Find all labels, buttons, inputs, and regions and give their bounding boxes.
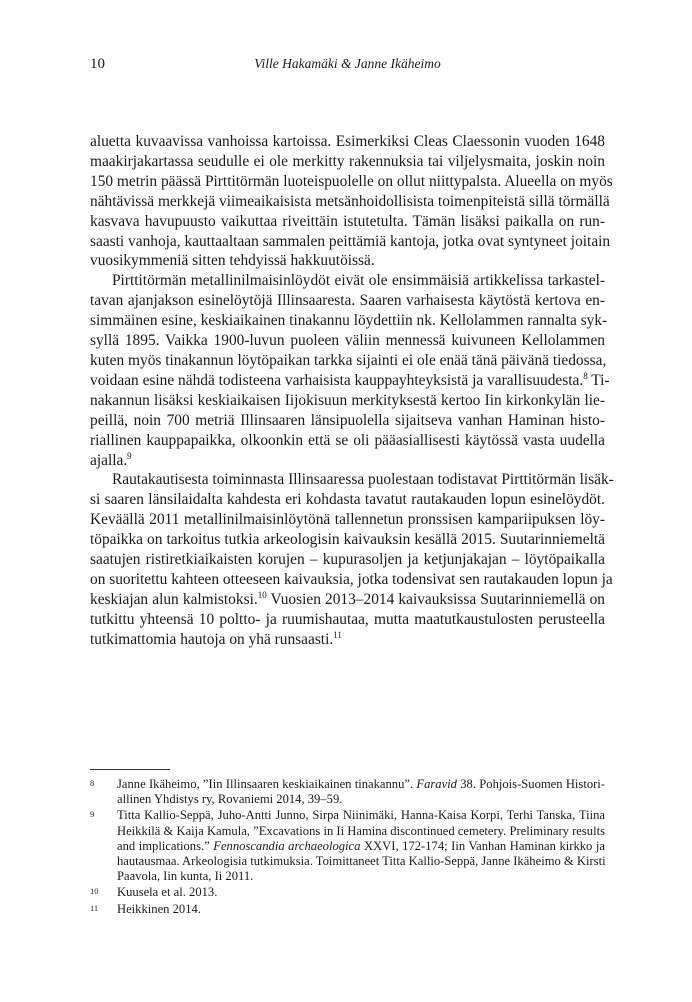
footnote-line	[117, 839, 605, 854]
text-line: simmäinen esine, keskiaikainen tinakannu löydettiin nk. Kellolammen rannalta syk-	[90, 312, 608, 330]
footnote-line: Heikkilä & Kaija Kamula, ”Excavations in Ii Hamina discontinued cemetery. Preliminary results	[117, 823, 605, 838]
footnote-line: Heikkinen 2014.	[117, 901, 201, 916]
text-line	[90, 630, 605, 650]
text-line: Keväällä 2011 metallinilmaisinlöytönä tallennetun pronssisen kampariipuksen löy-	[90, 511, 605, 529]
text-line: vuosikymmeniä sitten tehdyissä hakkuutöissä.	[90, 252, 375, 270]
text-line: aluetta kuvaavissa vanhoissa kartoissa. Esimerkiksi Cleas Claessonin vuoden 1648	[90, 133, 605, 150]
text-line: tutkittu yhteensä 10 poltto- ja ruumishautaa, mutta maatutkaustulosten perusteella	[90, 610, 605, 628]
text-line: riallinen kauppapaikka, olkoonkin että se oli pääasiallisesti käytössä vasta uudella	[90, 431, 605, 449]
text-line: syllä 1895. Vaikka 1900-luvun puoleen väliin mennessä kuivuneen Kellolammen	[90, 332, 605, 350]
footnote-8	[90, 777, 605, 807]
footnote-10	[90, 885, 605, 900]
footnote-number: 11	[90, 902, 99, 913]
footnote-line: hautausmaa. Arkeologisia tutkimuksia. Toimittaneet Titta Kallio-Seppä, Janne Ikäheimo & Kirsti	[117, 854, 606, 869]
footnote-line: Paavola, Iin kunta, Ii 2011.	[117, 869, 254, 884]
text-segment: and implications.”	[117, 838, 214, 853]
footnote-divider	[90, 769, 170, 770]
text-line: kasvava havupuusto vaikuttaa riveittäin istutetulta. Tämän lisäksi paikalla on run-	[90, 212, 605, 230]
footnote-11	[90, 902, 605, 917]
text-line: maakirjakartassa seudulle ei ole merkitty rakennuksia tai viljelysmaita, joskin noin	[90, 152, 605, 170]
text-segment: voidaan esine nähdä todisteena varhaisista kauppayhteyksistä ja varallisuudesta.	[90, 371, 584, 389]
text-line: on suoritettu kahteen otteeseen kaivauksia, jotka todensivat sen rautakauden lopun ja	[90, 570, 613, 588]
page-number: 10	[90, 56, 105, 72]
text-line: kuten myös tinakannun löytöpaikan tarkka sijainti ei ole enää tänä päivänä tiedossa,	[90, 351, 607, 369]
text-line: nakannun lisäksi keskiaikaisen Iijokisuun merkityksestä kertoo Iin kirkonkylän lie-	[90, 391, 605, 409]
body-text	[90, 132, 614, 650]
text-segment: tutkimattomia hautoja on yhä runsaasti.	[90, 630, 334, 648]
text-line: nähtävissä merkkejä viimeaikaisista metsänhoidollisista toimenpiteistä sillä törmällä	[90, 192, 610, 210]
text-line	[90, 590, 605, 610]
text-segment: XXVI, 172-174; Iin Vanhan Haminan kirkko ja	[360, 838, 605, 853]
text-line: peillä, noin 700 metriä Illinsaaren länsipuolella sijaitseva vanhan Haminan histo-	[90, 411, 605, 429]
footnote-ref-10[interactable]: 10	[257, 589, 267, 600]
footnote-ref-9[interactable]: 9	[127, 450, 132, 461]
page-header	[90, 56, 605, 74]
text-segment: keskiajan alun kalmistoksi.	[90, 590, 258, 608]
text-segment: Ti-	[587, 371, 610, 389]
footnote-line	[117, 777, 605, 792]
paragraph-1	[90, 132, 613, 271]
footnote-number: 10	[90, 886, 99, 897]
text-line: Rautakautisesta toiminnasta Illinsaaressa puolestaan todistavat Pirttitörmän lisäk-	[112, 471, 614, 489]
footnote-number: 8	[90, 778, 95, 788]
footnote-9	[90, 808, 605, 884]
footnotes	[90, 777, 605, 917]
text-segment: Janne Ikäheimo, ”Iin Illinsaaren keskiaikainen tinakannu”.	[117, 777, 417, 791]
footnote-line: Titta Kallio-Seppä, Juho-Antti Junno, Sirpa Niinimäki, Hanna-Kaisa Korpi, Terhi Tanska, Tiina	[117, 808, 605, 823]
text-line: 150 metrin päässä Pirttitörmän luoteispuolelle on ollut niittypalsta. Alueella on myös	[90, 172, 613, 190]
footnote-line: allinen Yhdistys ry, Rovaniemi 2014, 39–59.	[117, 792, 343, 807]
text-line: töpaikka on tarkoitus tutkia arkeologisin kaivauksin kesällä 2015. Suutarinniemeltä	[90, 531, 605, 549]
journal-title: Fennoscandia archaeologica	[213, 838, 361, 853]
text-line	[90, 370, 610, 391]
text-line: Pirttitörmän metallinilmaisinlöydöt eivät ole ensimmäisiä artikkelissa tarkastel-	[112, 272, 605, 290]
paragraph-2	[90, 271, 610, 470]
footnote-number: 9	[90, 809, 95, 820]
text-line: saatujen ristiretkiaikaisten korujen – kupurasoljen ja ketjunjakajan – löytöpaikalla	[90, 551, 605, 569]
paragraph-3	[90, 470, 614, 649]
text-line	[90, 451, 605, 471]
text-segment: 38. Pohjois-Suomen Histori-	[456, 777, 605, 791]
footnote-ref-11[interactable]: 11	[333, 629, 342, 640]
footnote-line: Kuusela et al. 2013.	[117, 885, 218, 900]
text-segment: ajalla.	[90, 451, 128, 469]
journal-title: Faravid	[416, 777, 457, 791]
text-line: tavan ajanjakson esinelöytöjä Illinsaaresta. Saaren varhaisesta käytöstä kertova en-	[90, 292, 605, 310]
text-segment: Vuosien 2013–2014 kaivauksissa Suutarinniemellä on	[266, 590, 605, 608]
running-title: Ville Hakamäki & Janne Ikäheimo	[254, 56, 441, 71]
text-line: si saaren länsilaidalta kahdesta eri kohdasta tavatut rautakauden lopun esinelöydöt.	[90, 491, 605, 509]
text-line: saasti vanhoja, kauttaaltaan sammalen peittämiä kantoja, jotka ovat syntyneet joitain	[90, 232, 611, 250]
footnote-ref-8[interactable]: 8	[583, 370, 588, 381]
